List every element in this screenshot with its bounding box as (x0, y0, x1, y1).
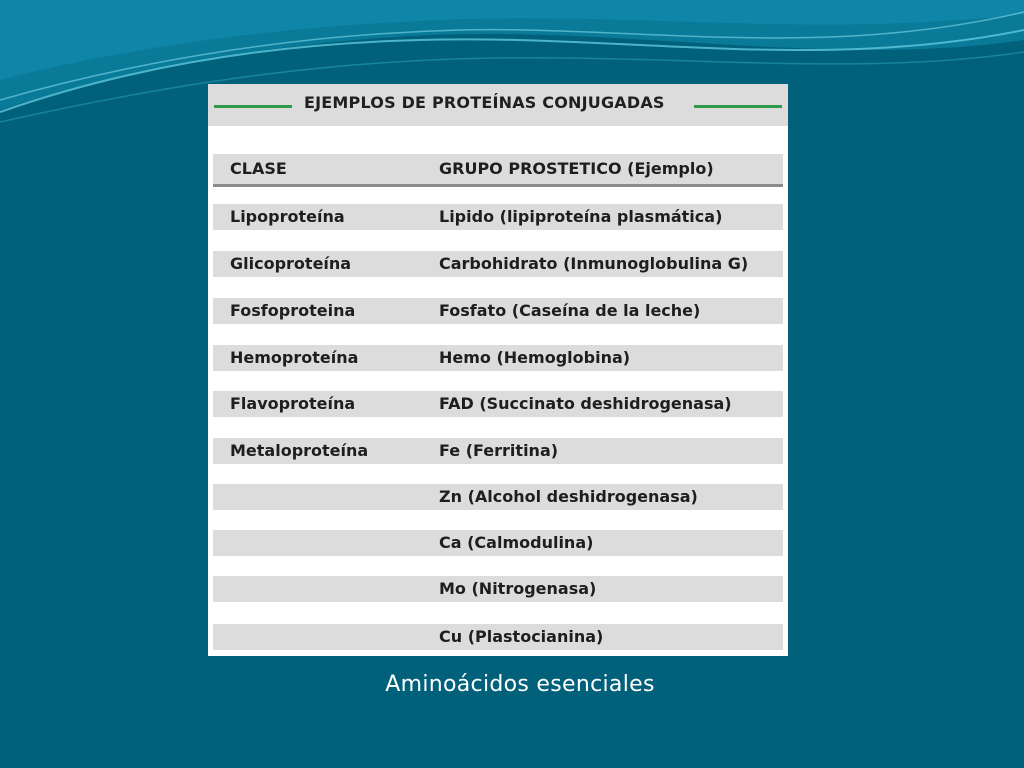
cell-clase: Fosfoproteina (230, 301, 356, 320)
cell-grupo: Lipido (lipiproteína plasmática) (439, 207, 723, 226)
cell-grupo: FAD (Succinato deshidrogenasa) (439, 394, 732, 413)
column-header-clase: CLASE (230, 159, 287, 178)
conjugated-proteins-figure (208, 84, 788, 656)
cell-grupo: Carbohidrato (Inmunoglobulina G) (439, 254, 749, 273)
cell-grupo: Cu (Plastocianina) (439, 627, 604, 646)
cell-clase: Lipoproteína (230, 207, 345, 226)
table-row (213, 251, 783, 277)
cell-grupo: Mo (Nitrogenasa) (439, 579, 597, 598)
cell-grupo: Fosfato (Caseína de la leche) (439, 301, 701, 320)
table-row (213, 438, 783, 464)
cell-clase: Glicoproteína (230, 254, 352, 273)
title-rule-left (214, 105, 292, 108)
table-row (213, 530, 783, 556)
table-row (213, 624, 783, 650)
table-row (213, 204, 783, 230)
table-row (213, 345, 783, 371)
table-row (213, 576, 783, 602)
cell-clase: Flavoproteína (230, 394, 356, 413)
table-row (213, 391, 783, 417)
column-header-grupo: GRUPO PROSTETICO (Ejemplo) (439, 159, 714, 178)
table-header-row (213, 154, 783, 187)
slide-caption: Aminoácidos esenciales (385, 672, 655, 697)
cell-clase: Metaloproteína (230, 441, 369, 460)
table-row (213, 484, 783, 510)
title-rule-right (694, 105, 782, 108)
cell-grupo: Ca (Calmodulina) (439, 533, 594, 552)
figure-title-row (208, 84, 788, 126)
table-row (213, 298, 783, 324)
cell-grupo: Fe (Ferritina) (439, 441, 559, 460)
cell-clase: Hemoproteína (230, 348, 359, 367)
cell-grupo: Zn (Alcohol deshidrogenasa) (439, 487, 698, 506)
cell-grupo: Hemo (Hemoglobina) (439, 348, 631, 367)
figure-title: EJEMPLOS DE PROTEÍNAS CONJUGADAS (304, 93, 665, 112)
